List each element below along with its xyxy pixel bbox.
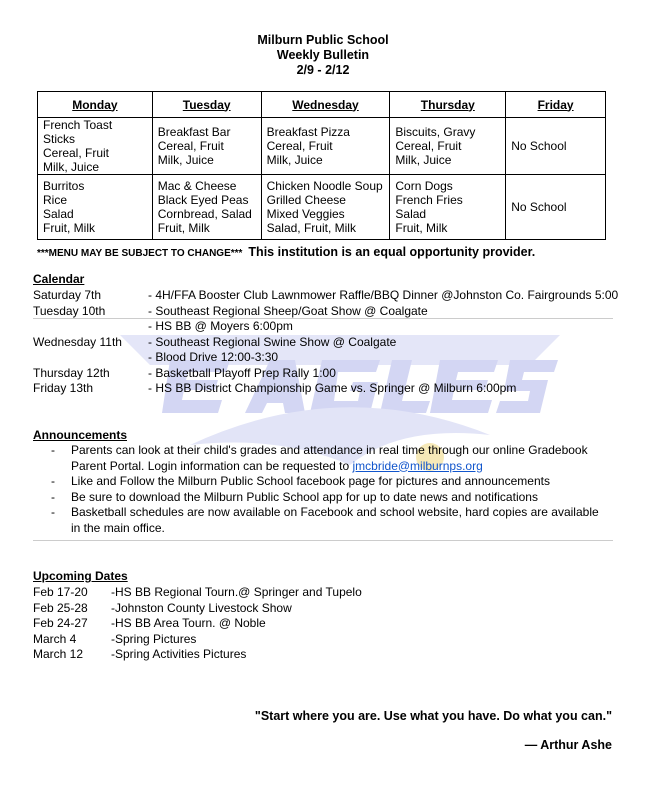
breakfast-cell — [261, 118, 390, 175]
menu-item: Mixed Veggies — [266, 207, 345, 221]
menu-item: Corn Dogs — [395, 179, 453, 193]
school-name: Milburn Public School — [257, 33, 389, 47]
bulletin-dates: 2/9 - 2/12 — [296, 63, 350, 77]
divider — [33, 318, 613, 319]
day-header-thursday: Thursday — [390, 92, 506, 118]
menu-item: Cornbread, Salad — [157, 207, 252, 221]
calendar-day: Friday 13th — [33, 381, 94, 395]
calendar-heading: Calendar — [33, 272, 85, 286]
equal-opportunity-statement: This institution is an equal opportunity provider. — [248, 245, 536, 259]
menu-item: Biscuits, Gravy — [395, 125, 476, 139]
lunch-cell — [261, 175, 390, 240]
menu-item: Cereal, Fruit — [157, 139, 224, 153]
breakfast-cell — [506, 118, 606, 175]
announcements-heading: Announcements — [33, 428, 128, 442]
breakfast-cell — [390, 118, 506, 175]
menu-item: Milk, Juice — [395, 153, 452, 167]
menu-item: Black Eyed Peas — [157, 193, 249, 207]
upcoming-date: Feb 24-27 — [33, 616, 88, 630]
bulletin-title: Weekly Bulletin — [276, 48, 370, 62]
menu-item: Mac & Cheese — [157, 179, 237, 193]
upcoming-event: -HS BB Regional Tourn.@ Springer and Tupelo — [111, 585, 362, 599]
calendar-day: Wednesday 11th — [33, 334, 122, 349]
menu-item: Fruit, Milk — [157, 221, 210, 235]
calendar-event: - Blood Drive 12:00-3:30 — [148, 350, 279, 364]
calendar-event: - Basketball Playoff Prep Rally 1:00 — [148, 365, 336, 380]
lunch-cell — [390, 175, 506, 240]
day-header-monday: Monday — [38, 92, 153, 118]
calendar-event: - 4H/FFA Booster Club Lawnmower Raffle/BBQ Dinner @Johnston Co. Fairgrounds 5:00 — [148, 288, 619, 302]
calendar-event: - Southeast Regional Swine Show @ Coalgate — [148, 334, 397, 349]
quote-text: "Start where you are. Use what you have. Do what you can." — [254, 709, 612, 723]
menu-item: Breakfast Pizza — [266, 125, 350, 139]
menu-change-note: ***MENU MAY BE SUBJECT TO CHANGE*** — [37, 248, 243, 259]
menu-item: Milk, Juice — [266, 153, 323, 167]
menu-item: French Fries — [395, 193, 463, 207]
menu-item: No School — [511, 139, 567, 153]
calendar-event: - Southeast Regional Sheep/Goat Show @ Coalgate — [148, 303, 428, 318]
menu-item: Fruit, Milk — [395, 221, 448, 235]
calendar-day: Thursday 12th — [33, 365, 110, 380]
menu-item: Salad, Fruit, Milk — [266, 221, 356, 235]
calendar-event: - HS BB District Championship Game vs. Springer @ Milburn 6:00pm — [148, 381, 517, 395]
announcements-list — [51, 443, 611, 536]
divider — [33, 540, 613, 541]
lunch-cell — [152, 175, 261, 240]
announcement-text: Parents can look at their child's grades and attendance in real time through our online Gradebook Parent Portal. Login information can be requested to — [71, 443, 588, 473]
menu-item: Salad — [43, 207, 74, 221]
menu-item: Milk, Juice — [157, 153, 214, 167]
announcement-item: - Be sure to download the Milburn Public School app for up to date news and notifications — [51, 490, 611, 506]
menu-item: Cereal, Fruit — [395, 139, 462, 153]
menu-note — [37, 245, 535, 259]
calendar-day: Tuesday 10th — [33, 303, 106, 318]
bulletin-header — [0, 33, 646, 78]
menu-item: Fruit, Milk — [43, 221, 95, 235]
announcement-item: - Like and Follow the Milburn Public School facebook page for pictures and announcements — [51, 474, 611, 490]
upcoming-date: March 12 — [33, 647, 84, 661]
upcoming-date: Feb 17-20 — [33, 585, 88, 599]
announcement-item: - Basketball schedules are now available on Facebook and school website, hard copies are available in the main office. — [51, 505, 611, 536]
lunch-cell — [506, 175, 606, 240]
day-header-friday: Friday — [506, 92, 606, 118]
breakfast-cell — [152, 118, 261, 175]
quote-author: — Arthur Ashe — [524, 738, 612, 752]
upcoming-dates-heading: Upcoming Dates — [33, 569, 128, 583]
menu-item: No School — [511, 200, 567, 214]
menu-item: French Toast Sticks — [43, 118, 113, 146]
menu-item: Chicken Noodle Soup — [266, 179, 383, 193]
breakfast-cell — [38, 118, 153, 175]
lunch-cell — [38, 175, 153, 240]
menu-table — [37, 91, 606, 240]
menu-item: Breakfast Bar — [157, 125, 231, 139]
upcoming-event: -Spring Activities Pictures — [111, 647, 247, 661]
upcoming-event: -Johnston County Livestock Show — [111, 600, 292, 615]
day-header-tuesday: Tuesday — [152, 92, 261, 118]
menu-item: Salad — [395, 207, 427, 221]
announcement-item — [51, 443, 611, 474]
menu-item: Cereal, Fruit — [43, 146, 110, 160]
menu-item: Cereal, Fruit — [266, 139, 333, 153]
upcoming-event: -Spring Pictures — [111, 631, 197, 646]
upcoming-date: Feb 25-28 — [33, 600, 88, 615]
email-link[interactable]: jmcbride@milburnps.org — [352, 458, 483, 473]
upcoming-event: -HS BB Area Tourn. @ Noble — [111, 616, 266, 630]
menu-item: Burritos — [43, 179, 85, 193]
calendar-event: - HS BB @ Moyers 6:00pm — [148, 319, 293, 333]
day-header-wednesday: Wednesday — [261, 92, 390, 118]
menu-item: Milk, Juice — [43, 160, 100, 174]
upcoming-date: March 4 — [33, 631, 77, 646]
calendar-day: Saturday 7th — [33, 288, 102, 302]
menu-item: Grilled Cheese — [266, 193, 346, 207]
menu-item: Rice — [43, 193, 68, 207]
